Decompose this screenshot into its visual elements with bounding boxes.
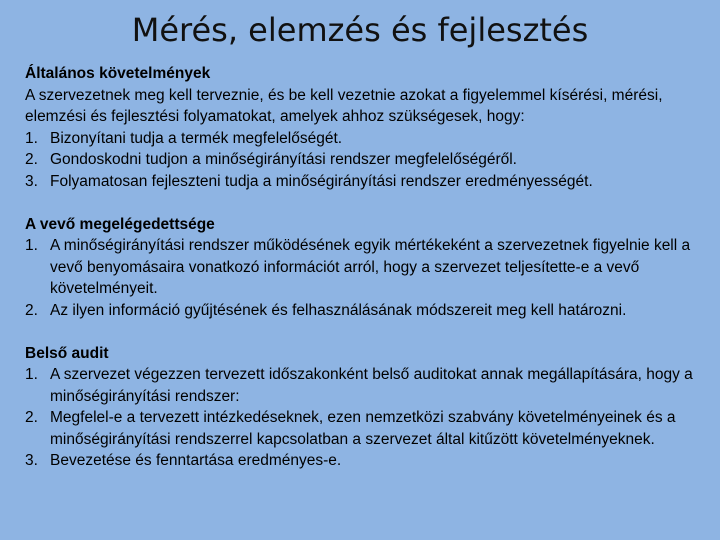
list-item-text: Bevezetése és fenntartása eredményes-e.	[50, 452, 342, 469]
section-general-requirements	[25, 63, 705, 192]
list-item	[25, 171, 705, 193]
list-item-number: 1.	[25, 129, 38, 147]
list-item-text: Az ilyen információ gyűjtésének és felhasználásának módszereit meg kell határozni.	[50, 301, 627, 319]
section-customer-satisfaction	[25, 214, 705, 322]
list-item-text: A minőségirányítási rendszer működésének egyik mértékeként a szervezetnek figyelnie kell a vevő benyomásaira vonatkozó információt arról, hogy a szervezet teljesítette-e a vevő követelményeit.	[50, 237, 691, 297]
list-item-number: 2.	[25, 409, 38, 426]
list-item-number: 1.	[25, 237, 38, 254]
list-item	[25, 407, 705, 450]
list-item-number: 3.	[25, 452, 38, 469]
list-item-number: 1.	[25, 366, 38, 383]
section-heading: Általános követelmények	[25, 65, 211, 82]
section-paragraph: A szervezetnek meg kell terveznie, és be kell vezetnie azokat a figyelemmel kísérési, mérési, elemzési és fejlesztési folyamatokat, amelyek ahhoz szükségesek, hogy:	[25, 86, 663, 125]
list-item-text: Folyamatosan fejleszteni tudja a minőségirányítási rendszer eredményességét.	[50, 172, 593, 190]
section-heading: A vevő megelégedettsége	[25, 215, 215, 233]
numbered-list	[25, 364, 705, 472]
list-item-text: Gondoskodni tudjon a minőségirányítási rendszer megfelelőségéről.	[50, 151, 517, 168]
list-item-text: Bizonyítani tudja a termék megfelelőségét.	[50, 129, 343, 147]
list-item	[25, 149, 705, 171]
slide-title: Mérés, elemzés és fejlesztés	[131, 11, 589, 49]
list-item-text: A szervezet végezzen tervezett időszakonként belső auditokat annak megállapítására, hogy a minőségirányítási rendszer:	[50, 366, 693, 405]
list-item	[25, 364, 705, 407]
slide-content	[25, 63, 705, 472]
numbered-list	[25, 128, 705, 193]
list-item	[25, 450, 705, 472]
section-internal-audit	[25, 343, 705, 472]
list-item-number: 2.	[25, 301, 38, 319]
list-item	[25, 128, 705, 150]
numbered-list	[25, 235, 705, 321]
list-item-number: 3.	[25, 172, 38, 190]
list-item-text: Megfelel-e a tervezett intézkedéseknek, ezen nemzetközi szabvány követelményeinek és a minőségirányítási rendszerrel kapcsolatban a szervezet által kitűzött követelményeknek.	[50, 409, 676, 448]
section-heading: Belső audit	[25, 344, 109, 362]
list-item-number: 2.	[25, 151, 38, 168]
list-item	[25, 235, 705, 300]
list-item	[25, 300, 705, 322]
